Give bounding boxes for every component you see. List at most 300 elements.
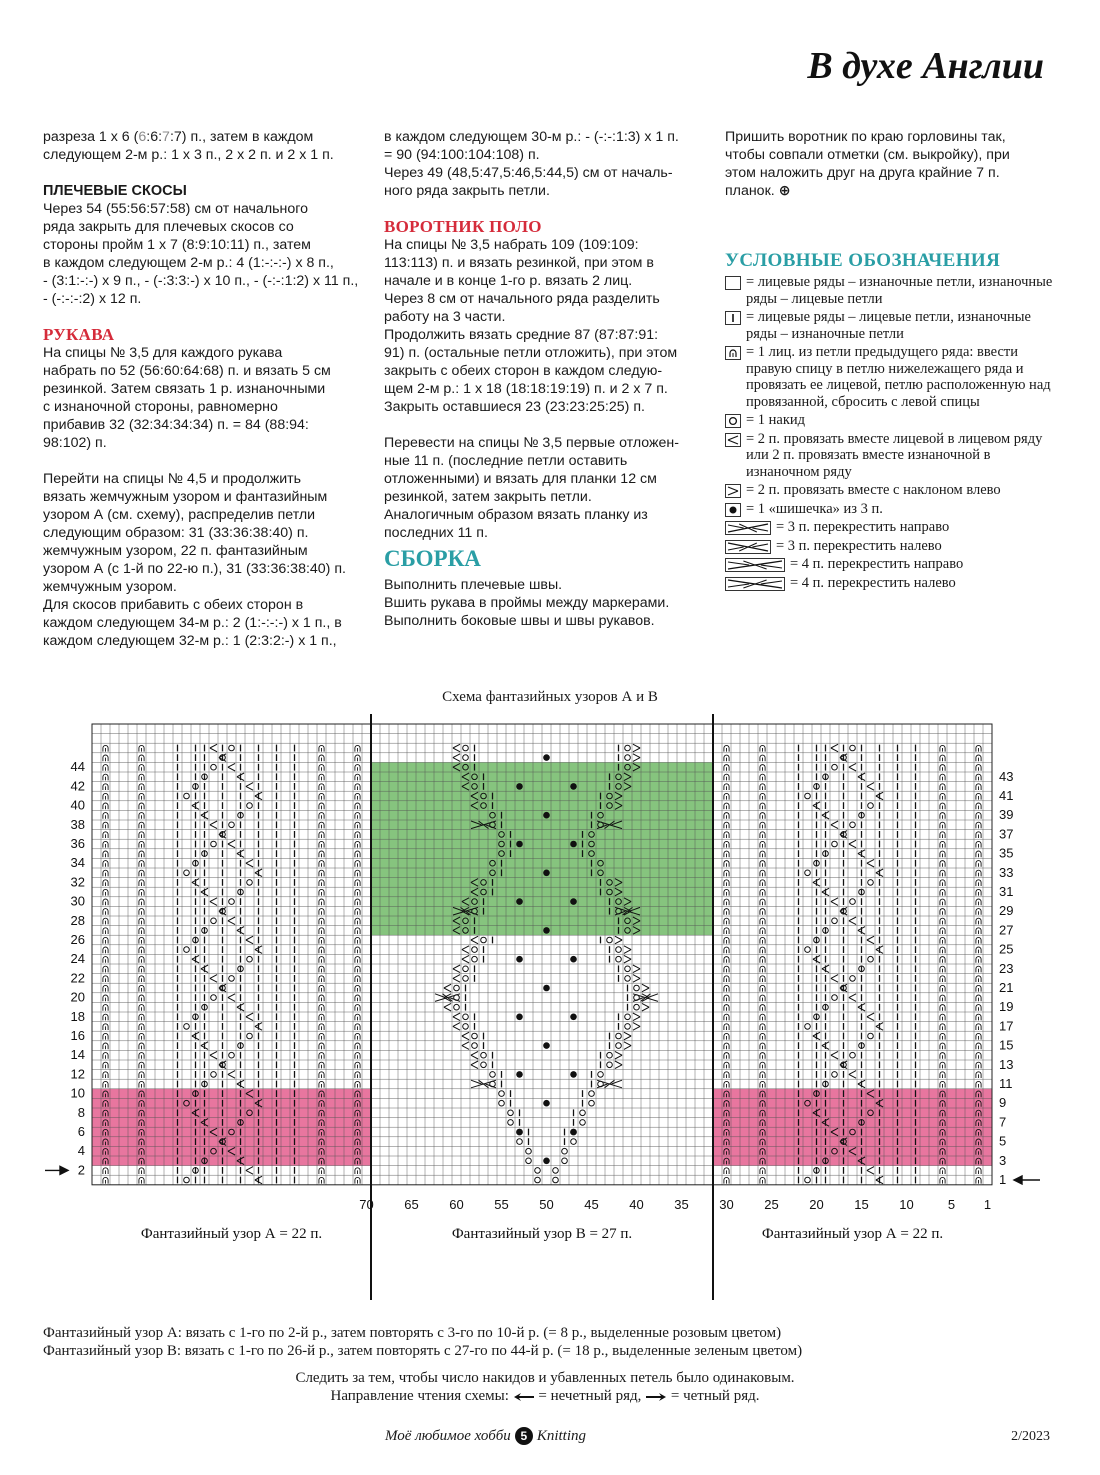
slipped-stitch-icon (940, 1043, 945, 1049)
slipped-stitch-icon (355, 774, 360, 780)
text-line: щем 2-м р.: 1 х 18 (18:18:19:19) п. и 2 х 7 п. (384, 381, 668, 397)
yarn-over-icon (805, 947, 811, 953)
text-line: Выполнить плечевые швы. (384, 577, 563, 593)
stitch-number-label: 40 (629, 1196, 644, 1212)
row-label-left: 34 (70, 855, 85, 871)
yarn-over-icon (184, 793, 190, 799)
k2tog-icon (246, 783, 253, 791)
text-line: Продолжить вязать средние 87 (87:87:91: (384, 327, 659, 343)
bobble-icon (570, 783, 577, 790)
slipped-stitch-icon (139, 1072, 144, 1078)
ssk-icon (615, 1051, 622, 1059)
yarn-over-icon (634, 1004, 640, 1010)
paragraph: следующем 2-м р.: 1 х 3 п., 2 х 2 п. и 2 х 1 п. (43, 147, 334, 163)
slipped-stitch-icon (976, 957, 981, 963)
slipped-stitch-icon (976, 861, 981, 867)
yarn-over-icon (229, 1052, 235, 1058)
slipped-stitch-icon (976, 880, 981, 886)
slipped-stitch-icon (724, 803, 729, 809)
slipped-stitch-icon (355, 889, 360, 895)
stitch-number-label: 35 (674, 1196, 689, 1212)
slipped-stitch-icon (139, 966, 144, 972)
bobble-icon (543, 812, 550, 819)
ssk-icon (642, 984, 649, 992)
slipped-stitch-icon (319, 1053, 324, 1059)
slipped-stitch-icon (103, 851, 108, 857)
yarn-over-icon (589, 1100, 595, 1106)
k2tog-icon (246, 859, 253, 867)
yarn-over-icon (463, 966, 469, 972)
bobble-icon (570, 841, 577, 848)
pattern-section-label: Фантазийный узор А = 22 п. (761, 1225, 944, 1242)
bobble-icon (516, 783, 523, 790)
slipped-stitch-icon (976, 793, 981, 799)
slipped-stitch-icon (976, 1024, 981, 1030)
bobble-icon (570, 1129, 577, 1136)
slipped-stitch-icon (139, 870, 144, 876)
slipped-stitch-icon (103, 1081, 108, 1087)
note-pattern-a: Фантазийный узор А: вязать с 1-го по 2-й р., затем повторять с 3-го по 10-й р. (= 8 р., выделенные розовым цветом) (43, 1325, 782, 1341)
slipped-stitch-icon (940, 774, 945, 780)
row-label-left: 38 (70, 816, 85, 832)
cable-cross-icon (471, 1080, 496, 1088)
ssk-icon (633, 975, 640, 983)
legend-text: = 3 п. перекрестить направо (776, 519, 950, 535)
slipped-stitch-icon (724, 985, 729, 991)
slipped-stitch-icon (940, 1014, 945, 1020)
slipped-stitch-icon (355, 880, 360, 886)
yarn-over-icon (247, 1033, 253, 1039)
slipped-stitch-icon (103, 995, 108, 1001)
text-line: набрать по 52 (56:60:64:68) п. и вязать 5 см (43, 363, 331, 379)
text-line: = 90 (94:100:104:108) п. (384, 147, 540, 163)
yarn-over-icon (463, 1014, 469, 1020)
text-column-2 (384, 128, 706, 630)
yarn-over-icon (868, 803, 874, 809)
slipped-stitch-icon (940, 745, 945, 751)
slipped-stitch-icon (976, 851, 981, 857)
slipped-stitch-icon (940, 1062, 945, 1068)
text-line: резинкой. Затем связать 1 р. изнаночными (43, 381, 326, 397)
k2tog-icon (471, 1051, 478, 1059)
slipped-stitch-icon (760, 889, 765, 895)
slipped-stitch-icon (319, 966, 324, 972)
yarn-over-icon (589, 1091, 595, 1097)
slipped-stitch-icon (940, 813, 945, 819)
row-label-left: 10 (70, 1085, 85, 1101)
slipped-stitch-icon (103, 1168, 108, 1174)
slipped-stitch-icon (940, 851, 945, 857)
slipped-stitch-icon (724, 1014, 729, 1020)
slipped-stitch-icon (139, 765, 144, 771)
end-mark-icon: ⊕ (778, 183, 791, 199)
bobble-icon (543, 1042, 550, 1049)
yarn-over-icon (625, 1014, 631, 1020)
slipped-stitch-icon (139, 1053, 144, 1059)
yarn-over-icon (184, 1177, 190, 1183)
slipped-stitch-icon (103, 841, 108, 847)
cable-cross-icon (633, 994, 658, 1002)
k2tog-icon (210, 898, 217, 906)
k2tog-icon (849, 840, 856, 848)
slipped-stitch-icon (976, 1053, 981, 1059)
yarn-over-icon (625, 966, 631, 972)
yarn-over-icon (229, 976, 235, 982)
slipped-stitch-icon (319, 1177, 324, 1183)
slipped-stitch-icon (940, 976, 945, 982)
row-label-left: 18 (70, 1008, 85, 1024)
yarn-over-icon (571, 1139, 577, 1145)
slipped-stitch-icon (319, 813, 324, 819)
slipped-stitch-icon (724, 966, 729, 972)
slipped-stitch-icon (760, 832, 765, 838)
pattern-section-label: Фантазийный узор В = 27 п. (451, 1225, 633, 1242)
yarn-over-icon (553, 1177, 559, 1183)
row-label-right: 27 (999, 922, 1014, 938)
slipped-stitch-icon (976, 774, 981, 780)
row-label-left: 8 (77, 1104, 85, 1120)
slipped-stitch-icon (976, 745, 981, 751)
yarn-over-icon (247, 803, 253, 809)
slipped-stitch-icon (355, 861, 360, 867)
text-line: Через 8 см от начального ряда разделить (384, 291, 660, 307)
yarn-over-icon (490, 1072, 496, 1078)
text-line: ные 11 п. (последние петли оставить (384, 453, 628, 469)
slipped-stitch-icon (760, 1005, 765, 1011)
slipped-stitch-icon (760, 937, 765, 943)
k2tog-icon (867, 1167, 874, 1175)
legend-text: = 2 п. провязать вместе лицевой в лицевом ряду или 2 п. провязать вместе изнаночной в изнаночном ряду (746, 430, 1043, 480)
row-label-left: 22 (70, 970, 85, 986)
row-label-right: 33 (999, 864, 1014, 880)
row-label-right: 43 (999, 768, 1014, 784)
yarn-over-icon (868, 956, 874, 962)
slipped-stitch-icon (139, 803, 144, 809)
slipped-stitch-icon (319, 937, 324, 943)
heading-shoulder-slopes: ПЛЕЧЕВЫЕ СКОСЫ (43, 183, 187, 199)
text-line: прибавив 32 (32:34:34:34) п. = 84 (88:94: (43, 417, 309, 433)
slipped-stitch-icon (760, 1072, 765, 1078)
slipped-stitch-icon (319, 1043, 324, 1049)
stitch-number-label: 15 (854, 1196, 869, 1212)
legend-symbol-c4l-icon (725, 577, 785, 591)
yarn-over-icon (868, 880, 874, 886)
yarn-over-icon (850, 745, 856, 751)
slipped-stitch-icon (139, 1168, 144, 1174)
slipped-stitch-icon (940, 803, 945, 809)
slipped-stitch-icon (724, 1072, 729, 1078)
k2tog-icon (246, 936, 253, 944)
row-label-left: 2 (77, 1162, 85, 1178)
text-line: Перейти на спицы № 4,5 и продолжить (43, 471, 302, 487)
slipped-stitch-icon (724, 909, 729, 915)
slipped-stitch-icon (103, 765, 108, 771)
k2tog-icon (210, 1051, 217, 1059)
k2tog-icon (453, 744, 460, 752)
row-label-left: 44 (70, 759, 85, 775)
yarn-over-icon (832, 995, 838, 1001)
slipped-stitch-icon (940, 899, 945, 905)
slipped-stitch-icon (355, 995, 360, 1001)
legend-item (725, 274, 1055, 307)
k2tog-icon (210, 744, 217, 752)
stitch-number-label: 70 (359, 1196, 374, 1212)
legend-text: = лицевые ряды – изнаночные петли, изнаночные ряды – лицевые петли (746, 274, 1053, 307)
slipped-stitch-icon (103, 899, 108, 905)
slipped-stitch-icon (724, 1033, 729, 1039)
stitch-number-label: 50 (539, 1196, 554, 1212)
slipped-stitch-icon (355, 909, 360, 915)
row-label-right: 21 (999, 980, 1014, 995)
yarn-over-icon (247, 956, 253, 962)
slipped-stitch-icon (724, 832, 729, 838)
slipped-stitch-icon (355, 1033, 360, 1039)
legend-symbol-c4r-icon (725, 558, 785, 572)
slipped-stitch-icon (139, 784, 144, 790)
text-column-1 (43, 128, 363, 650)
yarn-over-icon (553, 1168, 559, 1174)
slipped-stitch-icon (355, 937, 360, 943)
k2tog-icon (831, 975, 838, 983)
row-label-left: 30 (70, 893, 85, 909)
slipped-stitch-icon (940, 755, 945, 761)
text-line: ряда закрыть для плечевых скосов со (43, 219, 294, 235)
yarn-over-icon (481, 1062, 487, 1068)
row-label-right: 5 (999, 1133, 1007, 1149)
slipped-stitch-icon (976, 899, 981, 905)
row-label-right: 1 (999, 1172, 1007, 1187)
issue-number: 2/2023 (1011, 1429, 1050, 1444)
slipped-stitch-icon (724, 918, 729, 924)
slipped-stitch-icon (724, 899, 729, 905)
yarn-over-icon (868, 1033, 874, 1039)
bobble-icon (543, 870, 550, 877)
legend-item (725, 482, 1055, 499)
slipped-stitch-icon (760, 870, 765, 876)
slipped-stitch-icon (724, 976, 729, 982)
slipped-stitch-icon (139, 1062, 144, 1068)
stitch-number-label: 55 (494, 1196, 509, 1212)
text-line: следующим образом: 31 (33:36:38:40) п. (43, 525, 309, 541)
slipped-stitch-icon (976, 1062, 981, 1068)
row-label-right: 31 (999, 884, 1014, 899)
yarn-over-icon (463, 755, 469, 761)
slipped-stitch-icon (355, 947, 360, 953)
slipped-stitch-icon (724, 957, 729, 963)
slipped-stitch-icon (940, 928, 945, 934)
k2tog-icon (849, 917, 856, 925)
page-title: В духе Англии (807, 45, 1044, 87)
yarn-over-icon (472, 1043, 478, 1049)
row-label-right: 23 (999, 960, 1014, 976)
slipped-stitch-icon (103, 966, 108, 972)
slipped-stitch-icon (940, 880, 945, 886)
slipped-stitch-icon (724, 1024, 729, 1030)
slipped-stitch-icon (355, 755, 360, 761)
yarn-over-icon (562, 1148, 568, 1154)
yarn-over-icon (499, 1100, 505, 1106)
note-yarn-overs: Следить за тем, чтобы число накидов и убавленных петель было одинаковым. (295, 1370, 795, 1386)
slipped-stitch-icon (355, 745, 360, 751)
k2tog-icon (228, 840, 235, 848)
k2tog-icon (444, 1003, 451, 1011)
slipped-stitch-icon (976, 1072, 981, 1078)
slipped-stitch-icon (940, 1053, 945, 1059)
slipped-stitch-icon (139, 755, 144, 761)
text-line: жемчужным узором. (43, 579, 177, 595)
ssk-icon (624, 1042, 631, 1050)
bobble-icon (570, 898, 577, 905)
row-label-right: 39 (999, 807, 1014, 823)
yarn-over-icon (805, 793, 811, 799)
legend-symbol-c3r-icon (725, 521, 771, 535)
ssk-icon (624, 946, 631, 954)
k2tog-icon (210, 975, 217, 983)
slipped-stitch-icon (724, 947, 729, 953)
bobble-icon (543, 1158, 550, 1165)
slipped-stitch-icon (355, 803, 360, 809)
legend-item (725, 575, 1055, 592)
slipped-stitch-icon (940, 918, 945, 924)
yarn-over-icon (454, 985, 460, 991)
row-label-right: 15 (999, 1037, 1014, 1053)
text-line: узором А (см. схему), распределив петли (43, 507, 316, 523)
heading-sleeves: РУКАВА (43, 325, 115, 344)
k2tog-icon (867, 783, 874, 791)
slipped-stitch-icon (355, 899, 360, 905)
legend-text: = 4 п. перекрестить налево (790, 574, 956, 591)
slipped-stitch-icon (976, 765, 981, 771)
slipped-stitch-icon (103, 1072, 108, 1078)
slipped-stitch-icon (355, 1053, 360, 1059)
slipped-stitch-icon (139, 928, 144, 934)
slipped-stitch-icon (724, 1043, 729, 1049)
k2tog-icon (831, 898, 838, 906)
row-label-left: 36 (70, 836, 85, 851)
legend-symbol-yo-icon (725, 414, 741, 428)
ssk-icon (633, 1023, 640, 1031)
yarn-over-icon (598, 1072, 604, 1078)
slipped-stitch-icon (103, 889, 108, 895)
slipped-stitch-icon (103, 928, 108, 934)
legend-text: = 1 накид (746, 412, 806, 428)
slipped-stitch-icon (139, 976, 144, 982)
yarn-over-icon (607, 937, 613, 943)
slipped-stitch-icon (319, 841, 324, 847)
yarn-over-icon (832, 841, 838, 847)
slipped-stitch-icon (940, 1081, 945, 1087)
text-line: в каждом следующем 2-м р.: 4 (1:-:-:-) х 8 п., (43, 255, 334, 271)
slipped-stitch-icon (319, 832, 324, 838)
row-label-left: 42 (70, 778, 85, 794)
slipped-stitch-icon (139, 774, 144, 780)
yarn-over-icon (526, 1158, 532, 1164)
stitch-number-label: 5 (947, 1196, 956, 1212)
text-line: Для скосов прибавить с обеих сторон в (43, 597, 304, 613)
slipped-stitch-icon (940, 1033, 945, 1039)
yarn-over-icon (616, 1043, 622, 1049)
yarn-over-icon (607, 1052, 613, 1058)
slipped-stitch-icon (724, 813, 729, 819)
row-label-right: 17 (999, 1018, 1014, 1034)
slipped-stitch-icon (355, 985, 360, 991)
even-row-arrow-icon (45, 1166, 68, 1174)
slipped-stitch-icon (319, 774, 324, 780)
legend-item (725, 412, 1055, 429)
slipped-stitch-icon (760, 793, 765, 799)
k2tog-icon (453, 754, 460, 762)
row-label-right: 37 (999, 826, 1014, 842)
slipped-stitch-icon (139, 813, 144, 819)
slipped-stitch-icon (760, 1177, 765, 1183)
slipped-stitch-icon (319, 1024, 324, 1030)
slipped-stitch-icon (103, 793, 108, 799)
ssk-icon (642, 1003, 649, 1011)
slipped-stitch-icon (760, 928, 765, 934)
slipped-stitch-icon (976, 918, 981, 924)
stitch-number-label: 1 (983, 1196, 992, 1212)
stitch-number-label: 60 (449, 1196, 464, 1212)
slipped-stitch-icon (139, 909, 144, 915)
slipped-stitch-icon (139, 861, 144, 867)
yarn-over-icon (850, 1052, 856, 1058)
text-line: Через 54 (55:56:57:58) см от начального (43, 201, 308, 217)
ssk-icon (633, 1013, 640, 1021)
slipped-stitch-icon (103, 909, 108, 915)
yarn-over-icon (805, 1024, 811, 1030)
text-line: 98:102) п. (43, 435, 107, 451)
slipped-stitch-icon (319, 1168, 324, 1174)
slipped-stitch-icon (724, 765, 729, 771)
slipped-stitch-icon (103, 985, 108, 991)
slipped-stitch-icon (976, 1177, 981, 1183)
text-line: Аналогичным образом вязать планку из (384, 507, 648, 523)
legend-symbol-k2tog-icon (725, 433, 741, 447)
chart-notes (43, 1324, 802, 1360)
yarn-over-icon (535, 1177, 541, 1183)
slipped-stitch-icon (976, 784, 981, 790)
yarn-over-icon (229, 899, 235, 905)
k2tog-icon (246, 1167, 253, 1175)
text-column-3 (725, 128, 1055, 593)
arrow-right-icon (645, 1392, 667, 1402)
heading-legend: УСЛОВНЫЕ ОБОЗНАЧЕНИЯ (725, 250, 1001, 271)
slipped-stitch-icon (760, 745, 765, 751)
yarn-over-icon (580, 1120, 586, 1126)
paragraph: разреза 1 х 6 (6:6:7:7) п., затем в каждом (43, 129, 314, 145)
slipped-stitch-icon (319, 889, 324, 895)
legend-item (725, 344, 1055, 410)
slipped-stitch-icon (103, 1043, 108, 1049)
yarn-over-icon (211, 764, 217, 770)
row-label-right: 19 (999, 999, 1014, 1015)
slipped-stitch-icon (976, 755, 981, 761)
bobble-icon (516, 841, 523, 848)
yarn-over-icon (463, 745, 469, 751)
slipped-stitch-icon (103, 803, 108, 809)
k2tog-icon (849, 1071, 856, 1079)
k2tog-icon (228, 994, 235, 1002)
slipped-stitch-icon (319, 947, 324, 953)
slipped-stitch-icon (760, 822, 765, 828)
ssk-icon (615, 1061, 622, 1069)
bobble-icon (516, 1071, 523, 1078)
slipped-stitch-icon (724, 995, 729, 1001)
slipped-stitch-icon (724, 1005, 729, 1011)
slipped-stitch-icon (940, 995, 945, 1001)
chart-notes-2 (0, 1369, 1090, 1405)
slipped-stitch-icon (139, 947, 144, 953)
